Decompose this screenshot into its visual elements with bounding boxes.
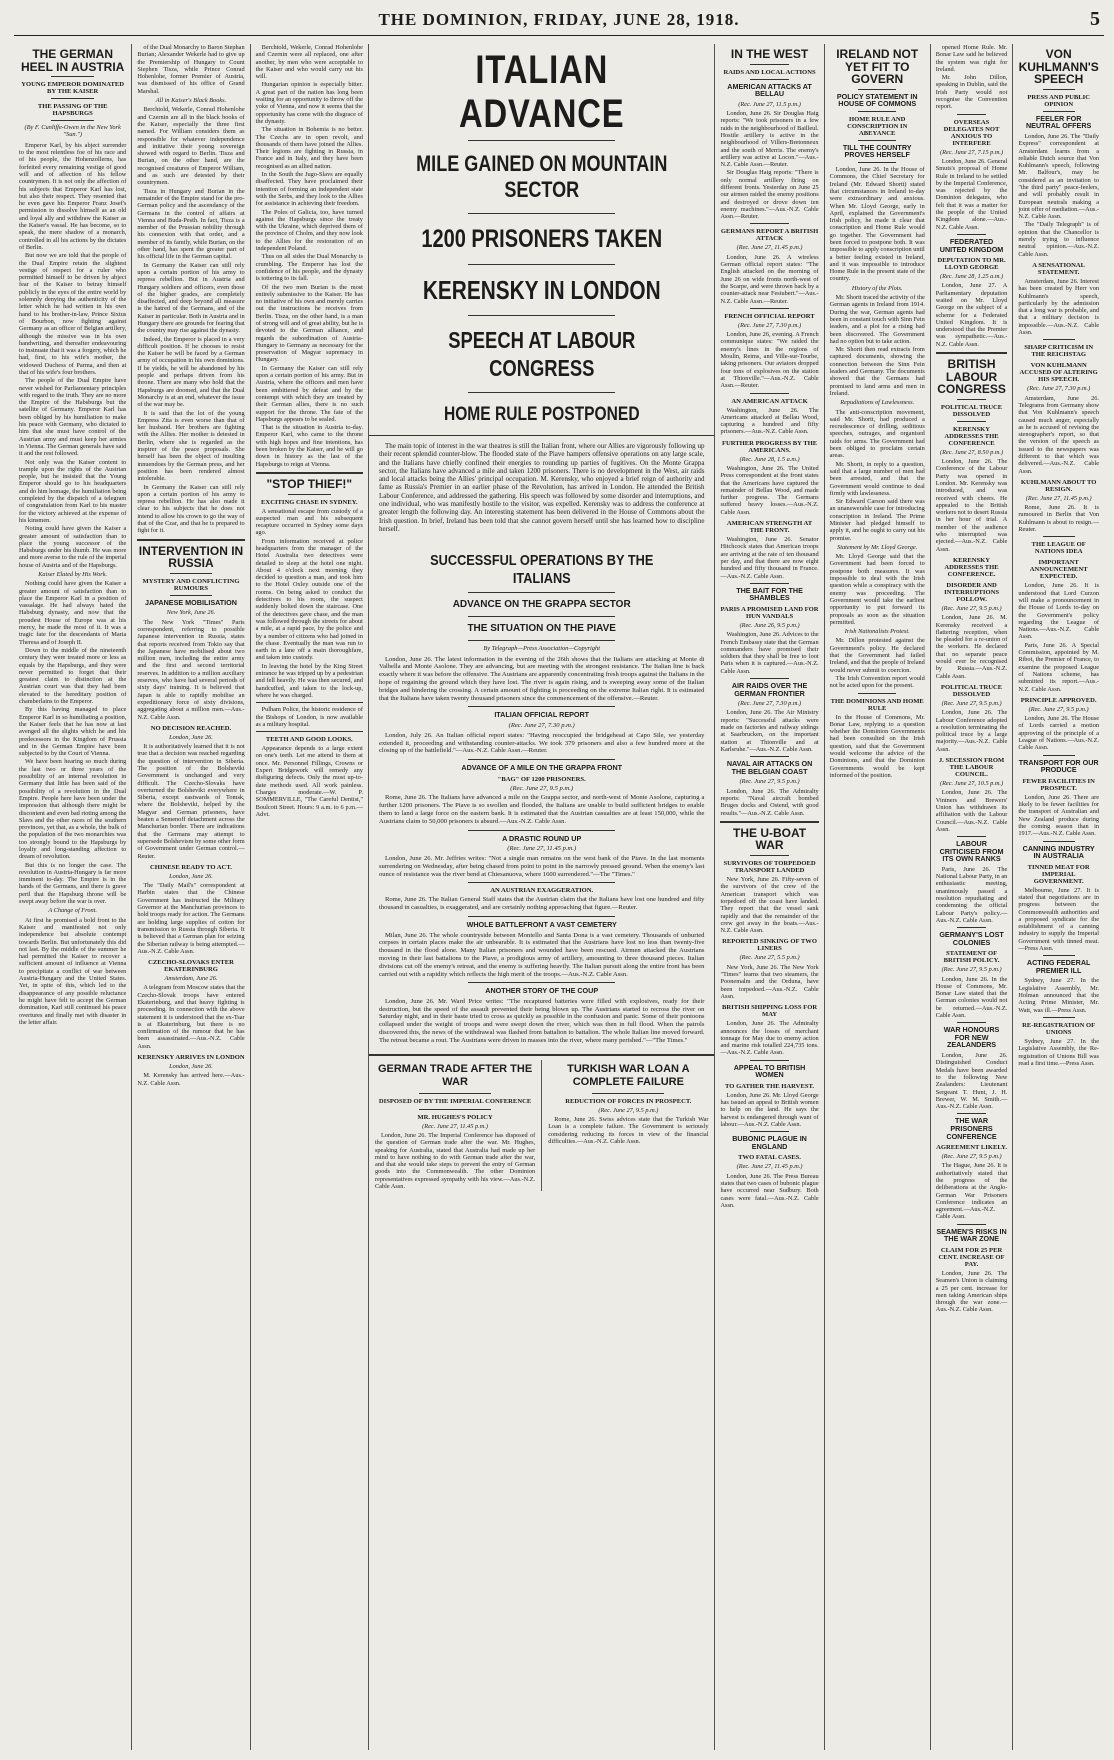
article-body xyxy=(19,142,126,1026)
advert-body: Appearance depends to a large extent on one's teeth. Let me attend to them at once. Mr. Personnel Fillings, Crowns or Expert Bridgework will remedy any disfiguring defects. Only the most up-to-date methods used. All work painless. Charges moderate.—W. P. SOMMERVILLE, "The Careful Dentist," Boulcott Street. Hours: 9 a.m. to 6 p.m.—Advt. xyxy=(255,745,363,818)
paragraph: From information received at police headquarters from the manager of the Hotel Australia two detectives were detailed to sleep at the hotel one night. About 4 o'clock next morning they decided to question a man, and took him to the Hotel Oxley outside one of the rooms. On being asked to conduct the detectives to his room, the suspect suddenly bolted down the staircase. One of the detectives gave chase, and the man was followed through the streets for about a mile, at a rapid pace, by the police and by a number of citizens who had joined in the chase. Eventually the man was run to earth in a lane off a main thoroughfare, and taken into custody. xyxy=(255,537,363,662)
lead-summary xyxy=(369,436,715,540)
subhead-czecho: CZECHO-SLOVAKS ENTER EKATERINBURG xyxy=(148,959,234,974)
paragraph: Mr. John Dillon, speaking in Dublin, said the Irish Party would not recognise the Convention report. xyxy=(935,74,1008,111)
subhead-italian-official: ITALIAN OFFICIAL REPORT xyxy=(494,710,590,720)
deck-bag: "BAG" OF 1200 PRISONERS. xyxy=(497,775,586,783)
paragraph: London, June 26. The Conference of the Labour Party was opened in London. Mr. Kerensky was introduced, and was received with cheers. He appealed to the British workers not to desert Russia in her hour of trial. A member of the audience who interrupted was ejected.—Aus.-N.Z. Cable Assn. xyxy=(935,458,1008,553)
deck-home-rule: HOME RULE POSTPONED xyxy=(443,404,640,425)
paragraph: The Irish Convention report would not be acted upon for the present. xyxy=(829,674,925,690)
paragraph: London, June 26. The Admiralty announces the losses of merchant tonnage for May due to enemy action and marine risk totalled 224,735 tons.—Aus.-N.Z. Cable Assn. xyxy=(720,1020,819,1057)
deck-exciting-chase: EXCITING CHASE IN SYDNEY. xyxy=(261,498,358,506)
received: (Rec. June 27, 7.30 p.m.) xyxy=(737,700,802,708)
paragraph: Washington, June 26. The United Press correspondent at the front states that the Americans have captured the remainder of Bellau Wood, and made further progress. The Germans suffered heavy losses.—Aus.-N.Z. Cable Assn. xyxy=(720,465,819,516)
paragraph: Mr. Dillon protested against the Government's policy. He declared that the Government had failed Ireland, and that the people of Ireland would never submit to coercion. xyxy=(829,637,925,674)
subhead: A Change of Front. xyxy=(48,907,97,915)
paragraph: London, June 26. In the House of Commons, Mr. Bonar Law stated that the German colonies would not be returned.—Aus.-N.Z. Cable Assn. xyxy=(935,975,1008,1020)
deck-kerensky-london: KERENSKY IN LONDON xyxy=(422,275,661,305)
paragraph: London, July 26. An Italian official report states: "Having reoccupied the bridgehead at Capo Sile, we yesterday extended it, proceeding and withstanding counter-attacks. We took 379 prisoners and also a few hundred more at the closing up of the battlefield."—Aus.-N.Z. Cable Assn.—Reuter. xyxy=(378,731,705,755)
subhead: Kaiser Elated by His Work. xyxy=(38,571,108,578)
deck-mile-gained: MILE GAINED ON MOUNTAIN SECTOR xyxy=(416,151,668,202)
deck-piave: THE SITUATION ON THE PIAVE xyxy=(467,623,616,635)
received: (Rec. June 27, 7.15 p.m.) xyxy=(939,148,1004,156)
paragraph: London, June 26. Distinguished Conduct Medals have been awarded to the following New Zealanders: Lieutenant Sergeant T. Hunt, J. H. Brewer, W. M. Smith.—Aus.-N.Z. Cable Assn. xyxy=(935,1052,1008,1111)
received: (Rec. June 27, 9.5 p.m.) xyxy=(739,778,800,786)
paragraph: Nothing could have given the Kaiser a greater amount of satisfaction than to place the Emperor Karl in a position of vassalage. He had always hated the Habsburg dynasty, and now that the proudest House of Europe was at his mercy, he made the most of it. It was a tragic fate for the descendants of Maria Theresa and of Joseph II. xyxy=(19,580,127,646)
subhead-seamens-risks: SEAMEN'S RISKS IN THE WAR ZONE xyxy=(936,1226,1007,1244)
paragraph: A telegram from Moscow states that the Czecho-Slovak troops have entered Ekaterinburg, and that heavy fighting is proceeding. In connection with the above statement it is understood that the ex-Tsar is at Ekaterinburg, but there is no confirmation of the rumour that he has been assassinated.—Aus.-N.Z. Cable Assn. xyxy=(137,984,245,1050)
paragraph: The people of the Dual Empire have never wished for Parliamentary principles with regard to the truth. They are no more the Empire of the Habsburgs but the satellite of Germany. Emperor Karl has been obliged by his humiliation to make his peace with Germany, who dictated to him that she must have control of the Austrian army and must keep her armies in Vienna. The German generals have said it and the rest followed. xyxy=(19,377,127,458)
columns xyxy=(14,44,1104,1750)
subhead-chinese: CHINESE READY TO ACT. xyxy=(150,863,232,871)
subhead-advance-mile: ADVANCE OF A MILE ON THE GRAPPA FRONT xyxy=(461,763,623,773)
received: (Rec. June 27, 11.45 p.m.) xyxy=(736,244,803,252)
paragraph: We have been hearing so much during the last two or three years of the possibility of an internal revolution in Germany that little has been said of the possibility of a revolution in the Dual Empire. People here have been under the impression that although there might be discontent and even bad rioting among the Slavs and the other races of the southern provinces, yet that, as a whole, the bulk of the population of the two monarchies was too strongly bound to the Hapsburgs by loyalty and long-standing affection to dream of revolution. xyxy=(19,758,127,861)
received: (Rec. June 27, 9.5 p.m.) xyxy=(510,784,574,792)
paragraph: It is authoritatively learned that it is not true that a decision was reached regarding the question of intervention in Siberia. The position of the Bolsheviki Government is unchanged and very difficult. The Czecho-Slovaks have overturned the Bolsheviki everywhere in Siberia, except eastwards of Tomsk, where the Bolsheviki, helped by the Magyar and German prisoners, have beaten a Semenoff detachment across the Manchurian border. There are indications that the Germans may attempt to supersede Bolshevism by some other form of Government under German control.—Reuter. xyxy=(137,743,245,860)
headline-german-heel: THE GERMAN HEEL IN AUSTRIA xyxy=(20,47,125,74)
byline: By Telegraph—Press Association—Copyright xyxy=(483,645,600,653)
subhead-principle: PRINCIPLE APPROVED. xyxy=(1020,696,1097,704)
subhead-bubonic: BUBONIC PLAGUE IN ENGLAND xyxy=(732,1134,807,1151)
deck-pay-claim: CLAIM FOR 25 PER CENT. INCREASE OF PAY. xyxy=(938,1246,1005,1268)
column-labour xyxy=(931,44,1014,1750)
deck-raids: RAIDS AND LOCAL ACTIONS xyxy=(723,68,816,76)
subhead-air-raids: AIR RAIDS OVER THE GERMAN FRONTIER xyxy=(731,681,808,698)
paragraph: Rome, June 26. It is rumoured in Berlin that Von Kuhlmann is about to resign.—Reuter. xyxy=(1018,504,1099,534)
subhead-cemetery: WHOLE BATTLEFRONT A VAST CEMETERY xyxy=(466,919,617,929)
paragraph: Washington, June 26. Senator Hitchcock states that American troops are arriving at the rate of ten thousand per day, and that there are now eight hundred and fifty thousand in France.—Aus.-N.Z. Cable Assn. xyxy=(720,536,819,580)
deck-reduction: REDUCTION OF FORCES IN PROSPECT. xyxy=(565,1097,692,1105)
subhead-naval-air: NAVAL AIR ATTACKS ON THE BELGIAN COAST xyxy=(726,759,813,776)
received: (Rec. June 27, 11.45 p.m.) xyxy=(422,1122,488,1130)
received: (Rec. June 27, 9.5 p.m.) xyxy=(1028,705,1089,713)
deck-feeler: FEELER FOR NEUTRAL OFFERS xyxy=(1025,113,1092,131)
received: (Rec. June 27, 9.5 p.m.) xyxy=(941,966,1002,974)
paragraph: The "Daily Telegraph" is of opinion that the Chancellor is merely trying to influence neutral opinion.—Aus.-N.Z. Cable Assn. xyxy=(1018,221,1099,258)
subhead-resign: KUHLMANN ABOUT TO RESIGN. xyxy=(1020,478,1097,493)
italian-ops-body xyxy=(379,656,705,1045)
deck-passing-hapsburgs: THE PASSING OF THE HAPSBURGS xyxy=(37,103,108,118)
received: (Rec. June 27, 7.30 p.m.) xyxy=(1027,385,1091,393)
paragraph: Thus on all sides the Dual Monarchy is crumbling. The Emperor has lost the confidence of his people, and the dynasty is tottering to its fall. xyxy=(255,253,363,283)
paragraph: But now we are told that the people of the Dual Empire retain the slightest vestige of respect for a ruler who permitted himself to be driven by abject fear of the Kaiser to betray himself publicly in the eyes of the entire world by solemnly denying the authenticity of the letter which he had written in his own hand to his brother-in-law, Prince Sixtus of Bourbon, now fighting against Germany as an officer of Belgian artillery, although the missive was in his own handwriting, and thereafter endeavouring to insinuate that it was a forgery, which he had, first, to his wife's mother, the widowed Duchess of Parma, and then at that of his wife's four brothers. xyxy=(19,252,127,376)
deck-british-policy: STATEMENT OF BRITISH POLICY. xyxy=(943,950,1000,965)
paragraph: New York, June 26. Fifty-seven of the survivors of the crew of the American transport which was torpedoed off the coast have landed. They report that the vessel sank rapidly and that the remainder of the crew got away in the boats.—Aus.-N.Z. Cable Assn. xyxy=(720,876,819,935)
paragraph: London, June 26. The latest information in the evening of the 26th shows that the Italians are attacking at Monte di Valbella and Monte Asolone. They are advancing, but are meeting with the strongest resistance. The Italian line is back exactly where it was before the offensive. The Austrians are apparently concentrating fresh troops against the Italians in the hope of regaining the ground which they have lost. The river is again rising, and is sweeping away some of the Italian bridges and hindering the crossing. A certain amount of fighting is proceeding on the extreme Italian right. It is estimated that the Italians have taken twenty thousand prisoners since the commencement of the offensive.—Reuter. xyxy=(378,655,705,702)
paragraph: London, June 26. M. Kerensky received a flattering reception, when he pleaded for a re-union of the workers. He declared that no separate peace would ever be recognised by Russia.—Aus.-N.Z. Cable Assn. xyxy=(935,614,1008,680)
paragraph: Sir Edward Carson said there was an unanswerable case for introducing conscription in Ireland. The Prime Minister had pledged himself to apply it, and he ought to carry out his promise. xyxy=(829,498,925,542)
paragraph: London, June 26. In the House of Commons, the Chief Secretary for Ireland (Mr. Edward Shortt) stated that circumstances in Ireland to-day were extraordinary and anxious. When Mr. Lloyd George, early in April, explained the Government's Irish policy, he made it clear that conscription and Home Rule would go together. The Government had been forced to postpone both. It was impossible to apply conscription until a better feeling existed in Ireland, and it was impossible to introduce Home Rule in the present state of the country. xyxy=(829,166,925,283)
dateline: London, June 26. xyxy=(169,1063,213,1071)
subhead-prisoners-conference: THE WAR PRISONERS CONFERENCE xyxy=(946,1116,997,1141)
subhead-kerensky-conference: KERENSKY ADDRESSES THE CONFERENCE. xyxy=(944,556,999,578)
paragraph: London, June 26. Sir Douglas Haig reports: "We took prisoners in a few raids in the neighbourhood of Bailleul. Hostile artillery is active in the neighbourhood of Villers-Bretonneux and the south of Merris. The enemy's artillery was active at Locon."—Aus.-N.Z. Cable Assn.—Reuter. xyxy=(720,110,819,169)
deck-fewer-facilities: FEWER FACILITIES IN PROSPECT. xyxy=(1022,777,1095,792)
subhead-exaggeration: AN AUSTRIAN EXAGGERATION. xyxy=(490,887,594,895)
paragraph: In the South the Jugo-Slavs are equally disaffected. They have proclaimed their intention of forming an independent state with the Serbs, and they look to the Allies for assistance in achieving their freedom. xyxy=(255,171,363,208)
paragraph: Melbourne, June 27. It is stated that negotiations are in progress between the Commonwealth authorities and a proposed syndicate for the establishment of a canning industry to supply the Imperial Government with tinned meat.—Press Assn. xyxy=(1018,886,1099,953)
received: (Rec. June 27, 8.50 p.m.) xyxy=(939,448,1004,456)
paragraph: Of the two men Burian is the most entirely submissive to the Kaiser. He has no initiative of his own and merely carries out the instructions he receives from Berlin. Tisza, on the other hand, is a man of strong will and of great ability, but he is devoted to the German alliance, and regards the subordination of Austria-Hungary to Germany as necessary for the preservation of Magyar supremacy in Hungary. xyxy=(255,283,363,364)
subhead-no-decision: NO DECISION REACHED. xyxy=(150,724,232,732)
subhead-kerensky-arrives: KERENSKY ARRIVES IN LONDON xyxy=(137,1054,245,1062)
paragraph: It is said that the lot of the young Empress Zita is even worse than that of her husband. Her brothers are fighting with the Allies. Her mother is detested in Berlin, where she is regarded as the inspirer of the peace proposals. She herself has been the object of insulting innuendoes by the German press, and her position has been rendered almost intolerable. xyxy=(137,409,245,483)
paragraph: At first he promised a bold front to the Kaiser and manifested not only independence but absolute contempt towards Berlin. But unfortunately this did not last. By the middle of the summer he had permitted the Kaiser to recover a sufficient amount of influence at Vienna to precipitate a conflict of war between Austria-Hungary and the United States. Yet, in spite of this, which led to the disappearance of any possible reluctance he might have felt to accept the German domination, Karl still continued his peace overtures and finally met with disaster in the letter affair. xyxy=(19,916,127,1026)
paragraph: In Germany the Kaiser can still rely upon a certain portion of his army to repress rebellion. He has also made it clear to his subjects that he does not intend to allow his crown to go the way of that of the Czar, and that he is prepared to fight for it. xyxy=(137,483,245,535)
subhead-reichstag: SHARP CRITICISM IN THE REICHSTAG xyxy=(1024,344,1094,359)
deck-mystery: MYSTERY AND CONFLICTING RUMOURS xyxy=(142,577,240,592)
received: (Rec. June 27, 11.45 p.m.) xyxy=(736,1163,803,1171)
paragraph: London, June 26. The Press Bureau states that two cases of bubonic plague have occurred near Sudbury. Both cases were fatal.—Aus.-N.Z. Cable Assn. xyxy=(720,1172,819,1209)
subhead-sensational: A SENSATIONAL STATEMENT. xyxy=(1032,261,1086,276)
deck-home-rule-abeyance: HOME RULE AND CONSCRIPTION IN ABEYANCE xyxy=(847,115,908,137)
subhead-acting-premier: ACTING FEDERAL PREMIER ILL xyxy=(1026,958,1091,975)
paragraph: Down to the middle of the nineteenth century they were treated more or less as equals by the Hapsburgs, and they were never permitted to forget that their greatest claim to distinction at the Austrian court was that they had been elevated to the hereditary position of chamberlains to the Emperor. xyxy=(19,646,127,706)
deck-policy-statement: POLICY STATEMENT IN HOUSE OF COMMONS xyxy=(836,91,918,109)
paragraph: London, June 26. General Smuts's proposal of Home Rule in Ireland to be settled by the Imperial Conference, was rejected by the Dominion delegates, who felt that it was a matter for the people of the United Kingdom alone.—Aus.-N.Z. Cable Assn. xyxy=(935,157,1008,231)
paragraph: London, June 26. There are likely to be fewer facilities for the transport of Australian and New Zealand produce during the coming season than in 1917.—Aus.-N.Z. Cable Assn. xyxy=(1018,793,1099,838)
paragraph: New York, June 26. The New York "Times" learns that two steamers, the Poonemalm and the Orduna, have been torpedoed.—Aus.-N.Z. Cable Assn. xyxy=(720,963,819,1000)
column-continued xyxy=(251,44,369,1750)
paragraph: London, June 26. A wireless German official report states: "The English attacked on the morning of June 26 on wide fronts north-west of the Scarpe, and were thrown back by a counter-attack near Festubert."—Aus.-N.Z. Cable Assn.—Reuter. xyxy=(720,253,819,305)
paragraph: Pulham Police, the historic residence of the Bishops of London, is now available as a military hospital. xyxy=(255,706,363,728)
deck-announcement: IMPORTANT ANNOUNCEMENT EXPECTED. xyxy=(1029,559,1088,581)
subhead: Irish Nationalists Protest. xyxy=(844,628,910,636)
headline-italian-advance: ITALIAN ADVANCE xyxy=(458,48,625,136)
received: (Rec. June 28, 1.25 a.m.) xyxy=(939,273,1004,281)
lead-story xyxy=(369,44,716,1750)
headline-intervention-russia: INTERVENTION IN RUSSIA xyxy=(138,543,244,571)
advert-heading: TEETH AND GOOD LOOKS. xyxy=(265,736,353,744)
headline-turkish-loan: TURKISH WAR LOAN A COMPLETE FAILURE xyxy=(567,1062,690,1088)
deck-agreement: AGREEMENT LIKELY. xyxy=(936,1144,1007,1152)
subhead-federated-uk: FEDERATED UNITED KINGDOM xyxy=(939,236,1004,254)
column-russia xyxy=(132,44,250,1750)
paragraph: Sir Douglas Haig reports: "There is only normal artillery firing on different fronts. Yesterday on June 25 our airmen raided the enemy positions and destroyed or drove down ten enemy machines."—Aus.-N.Z. Cable Assn.—Reuter. xyxy=(720,169,819,221)
paragraph: But this is no longer the case. The revolution in Austria-Hungary is far more imminent to-day. The Empire is in the hands of the Germans, and there is grave peril that the Hapsburg throne will be swept away before the war is over. xyxy=(19,861,127,906)
deck-fatal-cases: TWO FATAL CASES. xyxy=(738,1154,801,1162)
subhead-american-attack: AN AMERICAN ATTACK xyxy=(731,397,808,405)
subhead-american-strength: AMERICAN STRENGTH AT THE FRONT. xyxy=(726,520,813,535)
paragraph: Berchtold, Wekerle, Conrad Hohenlohe and Czernin are all in the black books of the Kaiser, especially the three first named. For William considers them as responsible for whatever independence and initiative their young sovereign showed with regard to Berlin. Tisza and Burian, on the other hand, are the recognised creatures of Emperor William, and as such are detested by their countrymen. xyxy=(137,106,245,187)
paragraph: Berchtold, Wekerle, Conrad Hohenlohe and Czernin were all replaced, one after another, by men who were acceptable to the Kaiser and who would carry out his will. xyxy=(255,44,363,81)
received: (Rec. June 26, 9.5 p.m.) xyxy=(739,621,800,629)
headline-kuhlmann: VON KUHLMANN'S SPEECH xyxy=(1018,47,1099,87)
paragraph: London, June 26. The "Daily Express" correspondent at Amsterdam learns from a reliable Dutch source that Von Kuhlmann's speech, following Mr. Balfour's, may be considered as an invitation to "the third party" peace-feelers, and will probably result in European neutrals making a joint offer of mediation.—Aus.-N.Z. Cable Assn. xyxy=(1018,132,1099,221)
headline-in-the-west: IN THE WEST xyxy=(730,47,809,61)
subhead-another-story: ANOTHER STORY OF THE COUP xyxy=(485,986,599,996)
paragraph: London, June 26. Mr. Ward Price writes: "The recaptured batteries were filled with explosives, ready for their destruction, but the speed of the assault prevented their being blown up. The Austrians started to recross the river on Saturday night, and in their haste tried to cross as quickly as possible in the confusion and panic. Some of their pontoons collapsed under the weight of troops and were swept down the river, which was then in full flood. When the patrols discovered this, the news of the withdrawal was flashed from battalion to battalion. The whole Italian line moved forward. The retreat became a rout. The Austrians were driven in masses into the river, where many perished."—"The Times." xyxy=(378,997,705,1044)
paragraph: Rome, June 26. Swiss advices state that the Turkish War Loan is a complete failure. The Government is seriously considering reducing its forces in view of the financial difficulties.—Aus.-N.Z. Cable Assn. xyxy=(548,1115,709,1145)
subhead-dominions-home-rule: THE DOMINIONS AND HOME RULE xyxy=(830,697,924,712)
paragraph: By this having managed to place Emperor Karl in so humiliating a position, the Kaiser feels that he has now at last avenged all the slights which he and his predecessors in the Kingdom of Prussia and in the German Empire have been subjected to by the Court of Vienna. xyxy=(19,706,127,758)
paragraph: Tisza in Hungary and Burian in the remainder of the Empire stand for the pro-German policy and the ascendancy of the Germans in the control of affairs at Vienna and Buda-Pesth. In fact, Tisza is a member of the Prussian nobility through his connexion with that order, and a member of its family, while Burian, on the other hand, has spent the greater part of his official life in the German capital. xyxy=(137,187,245,261)
subhead-lost-colonies: GERMANY'S LOST COLONIES xyxy=(939,930,1004,947)
paragraph: opened Home Rule. Mr. Bonar Law said he believed the system was right for Ireland. xyxy=(935,44,1008,73)
deck-hughes-policy: MR. HUGHES'S POLICY xyxy=(417,1113,493,1121)
subhead: History of the Plots. xyxy=(851,284,903,292)
paragraph: of the Dual Monarchy to Baron Stephan Burian; Alexander Wekerle had to give up the Premiership of Hungary to Count Stephen Tisza, while Prince Conrad Hohenlohe, former Premier of Austria, was dismissed of his office of Grand Marshal. xyxy=(137,44,245,95)
paragraph: A sensational escape from custody of a suspected man and his subsequent recapture occurred in Sydney some days ago. xyxy=(255,507,363,537)
paragraph: M. Kerensky has arrived here.—Aus.-N.Z. Cable Assn. xyxy=(137,1072,245,1087)
paragraph: Paris, June 26. A Special Commission, appointed by M. Ribot, the Premier of France, to examine the proposed League of Nations scheme, has submitted its report.—Aus.-N.Z. Cable Assn. xyxy=(1018,641,1099,693)
paragraph: Mr. Shortt traced the activity of the German agents in Ireland from 1914. During the war, German agents had been in constant touch with Sinn Fein leaders, and a plot for a rising had been discovered. The Government had no option but to take action. xyxy=(829,294,925,345)
paragraph: London, June 26. The Imperial Conference has disposed of the question of German trade after the war. Mr. Hughes, speaking for Australia, stated that Australia had made up her mind to have nothing to do with German trade after the war, and that she would take steps to prevent the entry of German goods into the Commonwealth. The other Dominion representatives expressed sympathy with his view.—Aus.-N.Z. Cable Assn. xyxy=(374,1131,536,1191)
received: (Rec. June 27, 11.45 p.m.) xyxy=(507,845,577,853)
subhead-overseas-delegates: OVERSEAS DELEGATES NOT ANXIOUS TO INTERFERE xyxy=(943,118,1000,147)
subhead-canning: CANNING INDUSTRY IN AUSTRALIA xyxy=(1022,843,1095,861)
paragraph: Emperor Karl, by his abject surrender to the most relentless foe of his race and of his people, the Hohenzollerns, has forfeited every remaining vestige of good will and of affection of his fellow countrymen. It is not only the affection of his subjects that Emperor Karl has lost, but also their respect. They resented that he even gave his Emperor Franz Josef's permission to dissolve himself as an old and loyal ally and withdraw the Kaiser as the Kaiser's vassal. He has become, so to speak, the mere shadow of a monarch, controlled in all his actions by the dictates of Berlin. xyxy=(19,141,127,251)
subhead-germans-report: GERMANS REPORT A BRITISH ATTACK xyxy=(720,228,819,243)
byline: (By F. Cunliffe-Owen in the New York "Sun.") xyxy=(24,124,121,139)
masthead xyxy=(14,8,1104,36)
paragraph: That is the situation in Austria to-day. Emperor Karl, who came to the throne with high hopes and fine intentions, has been broken by the Kaiser, and he will go down in history as the last of the Hapsburgs to reign at Vienna. xyxy=(255,424,363,468)
paragraph: The Hague, June 26. It is authoritatively stated that the progress of the deliberations at the Anglo-German War Prisoners Conference indicates an agreement.—Aus.-N.Z. Cable Assn. xyxy=(935,1162,1008,1221)
received: (Rec. June 27, 9.5 p.m.) xyxy=(941,699,1002,707)
subhead-transport: TRANSPORT FOR OUR PRODUCE xyxy=(1018,757,1099,775)
deck-altering-speech: VON KUHLMANN ACCUSED OF ALTERING HIS SPEECH. xyxy=(1019,362,1098,384)
paragraph: Rome, June 26. The Italian General Staff states that the Austrian claim that the Italians have lost one hundred and fifty thousand in casualties, is exaggerated, and are certainly nothing approaching that figure.—Reuter. xyxy=(378,896,705,912)
subhead-league-nations: THE LEAGUE OF NATIONS IDEA xyxy=(1031,541,1086,556)
subhead-shipping-loss: BRITISH SHIPPING LOSS FOR MAY xyxy=(722,1004,818,1019)
paragraph: Mr. Shortt, in reply to a question, said that a large number of men had been arrested, and that the Government would continue to deal firmly with lawlessness. xyxy=(829,460,925,497)
deck-labour-congress: SPEECH AT LABOUR CONGRESS xyxy=(448,327,636,381)
subhead-french-official: FRENCH OFFICIAL REPORT xyxy=(724,312,815,320)
subhead-further-progress: FURTHER PROGRESS BY THE AMERICANS. xyxy=(721,439,818,454)
paragraph: Amsterdam, June 26. Telegrams from Germany show that Von Kuhlmann's speech caused much anger, especially as he is accused of revising the stenographer's report, so that the version of the speech as issued to the newspapers was different to that which was delivered.—Aus.-N.Z. Cable Assn. xyxy=(1018,394,1099,475)
paragraph: The "Daily Mail's" correspondent at Harbin states that the Chinese Government has instructed the Military Governor at the Manchurian provinces to hold troops ready for action. The Germans are holding large supplies of cotton for transmission to Russia through Siberia. It is believed that a German plan for seizing the Siberian railway is being attempted.—Aus.-N.Z. Cable Assn. xyxy=(137,882,245,955)
received: (Rec. June 27, 11.5 p.m.) xyxy=(738,100,801,108)
paragraph: London, June 26. Mr. Jeffries writes: "Not a single man remains on the west bank of the Piave. In the last moments surrendering on Wednesday, after being chased from point to point in the narrowly pressed ground. When the enemy's last ounce of resistance was the river bend at Chiesanuova, where 1600 surrendered."—The "Times." xyxy=(378,855,705,878)
headline-uboat-war: THE U-BOAT WAR xyxy=(733,825,807,853)
paragraph: Indeed, the Emperor is placed in a very difficult position. If he chooses to resist the Kaiser he will be faced by a German army of occupation in his own dominions. If he yields, he will be abandoned by his people and perhaps driven from his throne. There are many who hold that the Hapsburgs are doomed, and that the Dual Monarchy is at an end, whatever the issue of the war may be. xyxy=(137,335,245,409)
paragraph: London, June 26. The Admiralty reports: "Naval aircraft bombed Bruges docks and Ostend, with good results."—Aus.-N.Z. Cable Assn. xyxy=(720,787,819,817)
headline-labour-congress: BRITISH LABOUR CONGRESS xyxy=(937,357,1006,397)
deck-japanese-mobilisation: JAPANESE MOBILISATION xyxy=(144,597,237,607)
deck-deputation: DEPUTATION TO MR. LLOYD GEORGE xyxy=(937,257,1006,272)
subhead: Repudiations of Lawlessness. xyxy=(840,399,915,407)
paragraph: Amsterdam, June 26. Interest has been created by Herr von Kuhlmann's speech, particularly by the admission that a long war is probable, and that a military decision is impossible.—Aus.-N.Z. Cable Assn. xyxy=(1018,277,1099,337)
subhead-labour-criticised: LABOUR CRITICISED FROM ITS OWN RANKS xyxy=(939,839,1004,864)
paragraph: Paris, June 26. The National Labour Party, in an enthusiastic meeting, unanimously passed a resolution repudiating and condemning the official Labour Party's policy.—Aus.-N.Z. Cable Assn. xyxy=(935,865,1008,924)
column-kuhlmann xyxy=(1013,44,1104,1750)
paragraph: London, June 26. The Vintners and Brewers' Union has withdrawn its affiliation with the Labour Council.—Aus.-N.Z. Cable Assn. xyxy=(935,789,1008,833)
deck-tinned-meat: TINNED MEAT FOR IMPERIAL GOVERNMENT. xyxy=(1027,863,1090,885)
paragraph: London, June 26. The House of Lords carried a motion approving of the principle of a League of Nations.—Aus.-N.Z. Cable Assn. xyxy=(1018,715,1099,752)
deck-young-emperor: YOUNG EMPEROR DOMINATED BY THE KAISER xyxy=(21,81,125,96)
received: (Rec. June 27, 9.5 p.m.) xyxy=(941,604,1002,612)
paragraph: Mr. Shortt then read extracts from captured documents, showing the connection between the Sinn Fein leaders and Germany. The documents showed that the Germans had promised to land arms and men in Ireland. xyxy=(829,346,925,397)
deck-paris: PARIS A PROMISED LAND FOR HUN VANDALS xyxy=(720,605,819,620)
paragraph: London, June 27. A Parliamentary deputation waited on Mr. Lloyd George on the subject of a scheme for a Federated United Kingdom. It is understood that the Premier was sympathetic.—Aus.-N.Z. Cable Assn. xyxy=(935,282,1008,348)
italian-ops xyxy=(369,540,715,1049)
subhead-appeal-women: APPEAL TO BRITISH WOMEN xyxy=(733,1062,806,1080)
subhead-bait-shambles: THE BAIT FOR THE SHAMBLES xyxy=(736,585,803,603)
masthead-title: THE DOMINION, FRIDAY, JUNE 28, 1918. xyxy=(378,9,740,29)
column-austria xyxy=(14,44,132,1750)
lead-paragraph: The main topic of interest in the war theatres is still the Italian front, where our Allies are vigorously following up their recent splendid counter-blow. The flooded state of the Piave hampers offensive operations on any large scale, and the Italians have chiefly confined their energies to rounding up parties of fugitives. On the Monte Grappa sector, the Italians have advanced a mile and taken 1200 prisoners. There is no development in the West, air raids and local attacks being the Allies' principal occupation. M. Kerensky, who enjoyed a brief reign of authority and fame as Russia's Premier in an earlier phase of the Revolution, has arrived in London. He attended the British Labour Conference, and addressed the gathering. His speech was followed by some disorder and interruptions, and one individual, who was manifestly hostile to the visitor, was expelled. Kerensky was to address the conference at greater length the following day. An interesting statement has been delivered in the House of Commons about the Irish question. In brief, Ireland has been told that she cannot govern herself until she has learned how to discipline herself. xyxy=(378,442,705,533)
paragraph: In leaving the hotel by the King Street entrance he was tripped up by a pedestrian and fell heavily. He was then secured, and handcuffed, and taken to the lock-up, where he was charged. xyxy=(255,662,363,699)
paragraph: The New York "Times" Paris correspondent, referring to possible Japanese intervention in Russia, states that reports received from Tokio say that the Japanese have mobilised about two million men, including the entire army and the first and second territorial reserves. In addition to a million auxiliary reserves, who have had several periods of sixty days' training. It is believed that Japan is able to rapidly mobilise an expeditionary force of sixty divisions, aggregating about a million men.—Aus.-N.Z. Cable Assn. xyxy=(137,618,245,721)
received: (Rec. June 27, 9.5 p.m.) xyxy=(941,1153,1002,1161)
subhead-truce: POLITICAL TRUCE DISSOLVED xyxy=(940,683,1003,698)
subhead-two-liners: REPORTED SINKING OF TWO LINERS xyxy=(722,938,817,953)
paragraph: London, June 26. The Labour Conference adopted a resolution terminating the political truce by a large majority.—Aus.-N.Z. Cable Assn. xyxy=(935,709,1008,753)
turkish-loan xyxy=(542,1060,714,1192)
column-ireland xyxy=(825,44,931,1750)
paragraph: Washington, June 26. Advices to the French Embassy state that the German commanders have promised their soldiers that they shall be free to loot Paris when it is captured.—Aus.-N.Z. Cable Assn. xyxy=(720,631,819,675)
subhead-secession: J. SECESSION FROM THE LABOUR COUNCIL. xyxy=(938,757,1005,779)
paragraph: London, June 26, evening. A French communique states: "We raided the enemy's lines in the regions of Moulin, Reims, and Ville-sur-Tourbe, taking prisoners. Our aviators dropped four tons of explosives on the station at Thionville."—Aus.-N.Z. Cable Assn.—Reuter. xyxy=(720,331,819,390)
received: (Rec. June 27, 5.5 p.m.) xyxy=(739,954,800,962)
paragraph: Hungarian opinion is especially bitter. A great part of the nation has long been waiting for an opportunity to throw off the yoke of Vienna, and now it seems that the opportunity has come with the disgrace of the dynasty. xyxy=(255,81,363,125)
paragraph: Washington, June 26. The Americans attacked at Bellau Wood, capturing a hundred and fifty prisoners.—Aus.-N.Z. Cable Assn. xyxy=(720,406,819,436)
paragraph: London, June 26. It is understood that Lord Curzon will make a pronouncement in the House of Lords to-day on the Government's policy regarding the League of Nations.—Aus.-N.Z. Cable Assn. xyxy=(1018,582,1099,641)
paragraph: Mr. Lloyd George said that the Government had been forced to postpone both measures. It was impossible to deal with the Irish question while a conspiracy with the enemy was proceeding. The Government would take the earliest opportunity to put forward its proposals as soon as the situation permitted. xyxy=(829,553,925,626)
paragraph: In Germany the Kaiser can still rely upon a certain portion of his army. But in Austria, where the officers and men have been embittered by defeat and by the contempt with which they are treated by their German allies, there is no such support for the throne. The fate of the Hapsburgs appears to be sealed. xyxy=(255,364,363,423)
paragraph: London, June 26. The Air Ministry reports: "Successful attacks were made on factories and railway sidings at Saarbrucken, on the important station at Thionville and at Karlsruhe."—Aus.-N.Z. Cable Assn. xyxy=(720,709,819,753)
headline-successful-ops: SUCCESSFUL OPERATIONS BY THE ITALIANS xyxy=(430,552,654,588)
dateline: London, June 26. xyxy=(169,872,213,880)
deck-survivors: SURVIVORS OF TORPEDOED TRANSPORT LANDED xyxy=(723,860,816,875)
paragraph: Sydney, June 27. In the Legislative Assembly, Mr. Holman announced that the Acting Prime Minister, Mr. Watt, was ill.—Press Assn. xyxy=(1018,977,1099,1014)
received: (Rec. June 27, 7.30 p.m.) xyxy=(508,721,575,729)
deck-prisoners: 1200 PRISONERS TAKEN xyxy=(421,225,663,253)
received: (Rec. June 27, 10.5 p.m.) xyxy=(939,780,1004,788)
deck-grappa: ADVANCE ON THE GRAPPA SECTOR xyxy=(452,599,631,611)
deck-imperial-conference: DISPOSED OF BY THE IMPERIAL CONFERENCE xyxy=(378,1097,532,1105)
received: (Rec. June 27, 7.30 p.m.) xyxy=(737,321,802,329)
subhead-round-up: A DRASTIC ROUND UP xyxy=(502,833,582,843)
paragraph: The Poles of Galicia, too, have turned against the Hapsburgs since the treaty with the Ukraine, which deprived them of the province of Cholm, and they now look to the Allies for the restoration of an independent Poland. xyxy=(255,208,363,253)
headline-german-trade: GERMAN TRADE AFTER THE WAR xyxy=(377,1062,533,1088)
column-in-the-west xyxy=(715,44,824,1750)
headline-stop-thief: "STOP THIEF!" xyxy=(266,476,353,491)
german-trade xyxy=(369,1060,542,1192)
deck-press-opinion: PRESS AND PUBLIC OPINION xyxy=(1027,93,1090,108)
subhead-unions: RE-REGISTRATION OF UNIONS xyxy=(1022,1021,1096,1036)
subhead: Statement by Mr. Lloyd George. xyxy=(837,543,918,551)
subhead-american-attacks: AMERICAN ATTACKS AT BELLAU xyxy=(727,81,812,99)
received: (Rec. June 27, 11.45 p.m.) xyxy=(1025,494,1092,502)
paragraph: In the House of Commons, Mr. Bonar Law, replying to a question whether the Dominion Governments had been consulted on the Irish question, said that the Government would welcome the advice of the Dominions, and that the Dominion Governments would be kept informed of the position. xyxy=(829,713,925,779)
paragraph: Noting could have given the Kaiser a greater amount of satisfaction than to place the young successor of the Habsburgs under his thumb. He was more and more averse to the rule of the imperial house of Austria and of the Hapsburgs. xyxy=(19,525,127,569)
subhead: All in Kaiser's Black Books. xyxy=(155,97,227,105)
deck-disorder: DISORDER AND INTERRUPTIONS FOLLOW. xyxy=(944,581,1000,603)
deck-harvest: TO GATHER THE HARVEST. xyxy=(725,1082,815,1090)
dateline: Amsterdam, June 26. xyxy=(164,975,218,983)
paragraph: The anti-conscription movement, said Mr. Shortt, had produced a recrudescence of drilling, seditious speeches, outrages, and organised raids for arms. The Government had been obliged to proclaim certain areas. xyxy=(829,408,925,460)
lower-split xyxy=(369,1060,715,1192)
received: (Rec. June 28, 1.5 a.m.) xyxy=(739,455,800,463)
dateline: New York, June 26. xyxy=(166,609,216,617)
paragraph: London, June 26. Mr. Lloyd George has issued an appeal to British women to help on the land. He says the harvest is endangered through want of labour.—Aus.-N.Z. Cable Assn. xyxy=(720,1091,819,1129)
deck-kerensky-addresses: KERENSKY ADDRESSES THE CONFERENCE xyxy=(944,425,999,447)
paragraph: Sydney, June 27. In the Legislative Assembly, the Re-registration of Unions Bill was read a first time.—Press Assn. xyxy=(1018,1037,1099,1067)
paragraph: Milan, June 26. The whole countryside between Montello and Santa Dona is a vast cemetery. Thousands of unburied corpses in certain places make the air unbearable. It is estimated that the Austrians have lost no less than twenty-five thousand in the flood alone. Many Italian prisoners and wounded have been rescued. Airmen attacked the Austrians moving in their last battalions to the Piave, a prodigious army of artillery, amounting to three thousand pieces. Italian divisions cut off the enemy's retreat, and the enemy is suffering heavily. The Italian pursuit along the entire front has been carried out with a rapidity which reflects the high merit of the troops.—Aus.-N.Z. Cable Assn. xyxy=(378,931,705,978)
headline-ireland: IRELAND NOT YET FIT TO GOVERN xyxy=(836,47,919,87)
paragraph: Not only was the Kaiser content to trample upon the rights of the Austrian people, but he insisted that the Young Emperor should go to his headquarters and do him homage, the humiliation being completed by the dispatch of a telegram of congratulation from Karl to his master for the victory achieved at the expense of his kinsmen. xyxy=(19,458,127,524)
deck-truce-dissolved: POLITICAL TRUCE DISSOLVED xyxy=(940,403,1003,418)
deck-proves-herself: TILL THE COUNTRY PROVES HERSELF xyxy=(842,142,912,160)
dateline: London, June 26. xyxy=(169,733,213,741)
subhead-war-honours: WAR HONOURS FOR NEW ZEALANDERS xyxy=(943,1025,1000,1050)
paragraph: The situation in Bohemia is no better. The Czechs are in open revolt, and thousands of them have joined the Allies. Their legions are fighting in Russia, in France and in Italy, and they have been recognised as an allied nation. xyxy=(255,126,363,170)
paragraph: Rome, June 26. The Italians have advanced a mile on the Grappa sector, and north-west of Monte Asolone, capturing a further 1200 prisoners. The Piave is so swollen and flooded, the Italians are unable to build sufficient bridges to enable them to land a large force on the eastern bank. It is estimated that the Austrian casualties are at least 150,000, while the Austrians claim to 50,000 prisoners is absurd.—Aus.-N.Z. Cable Assn. xyxy=(378,794,705,825)
paragraph: London, June 26. The Seamen's Union is claiming a 25 per cent. increase for men taking American ships through the war zone.—Aus.-N.Z. Cable Assn. xyxy=(935,1269,1008,1314)
lead-headlines xyxy=(369,44,715,436)
received: (Rec. June 27, 9.5 p.m.) xyxy=(598,1106,659,1114)
page-number: 5 xyxy=(1090,8,1100,30)
paragraph: In Germany the Kaiser can still rely upon a certain portion of his army to repress rebellion. But in Austria and Hungary soldiers and officers, even those of the higher grades, are completely disaffected, and deep beyond all measure is the hatred of the Germans, and of the Kaiser in particular. Both in Austria and in Hungary there are grounds for fearing that the country may rise against the dynasty. xyxy=(137,261,245,335)
